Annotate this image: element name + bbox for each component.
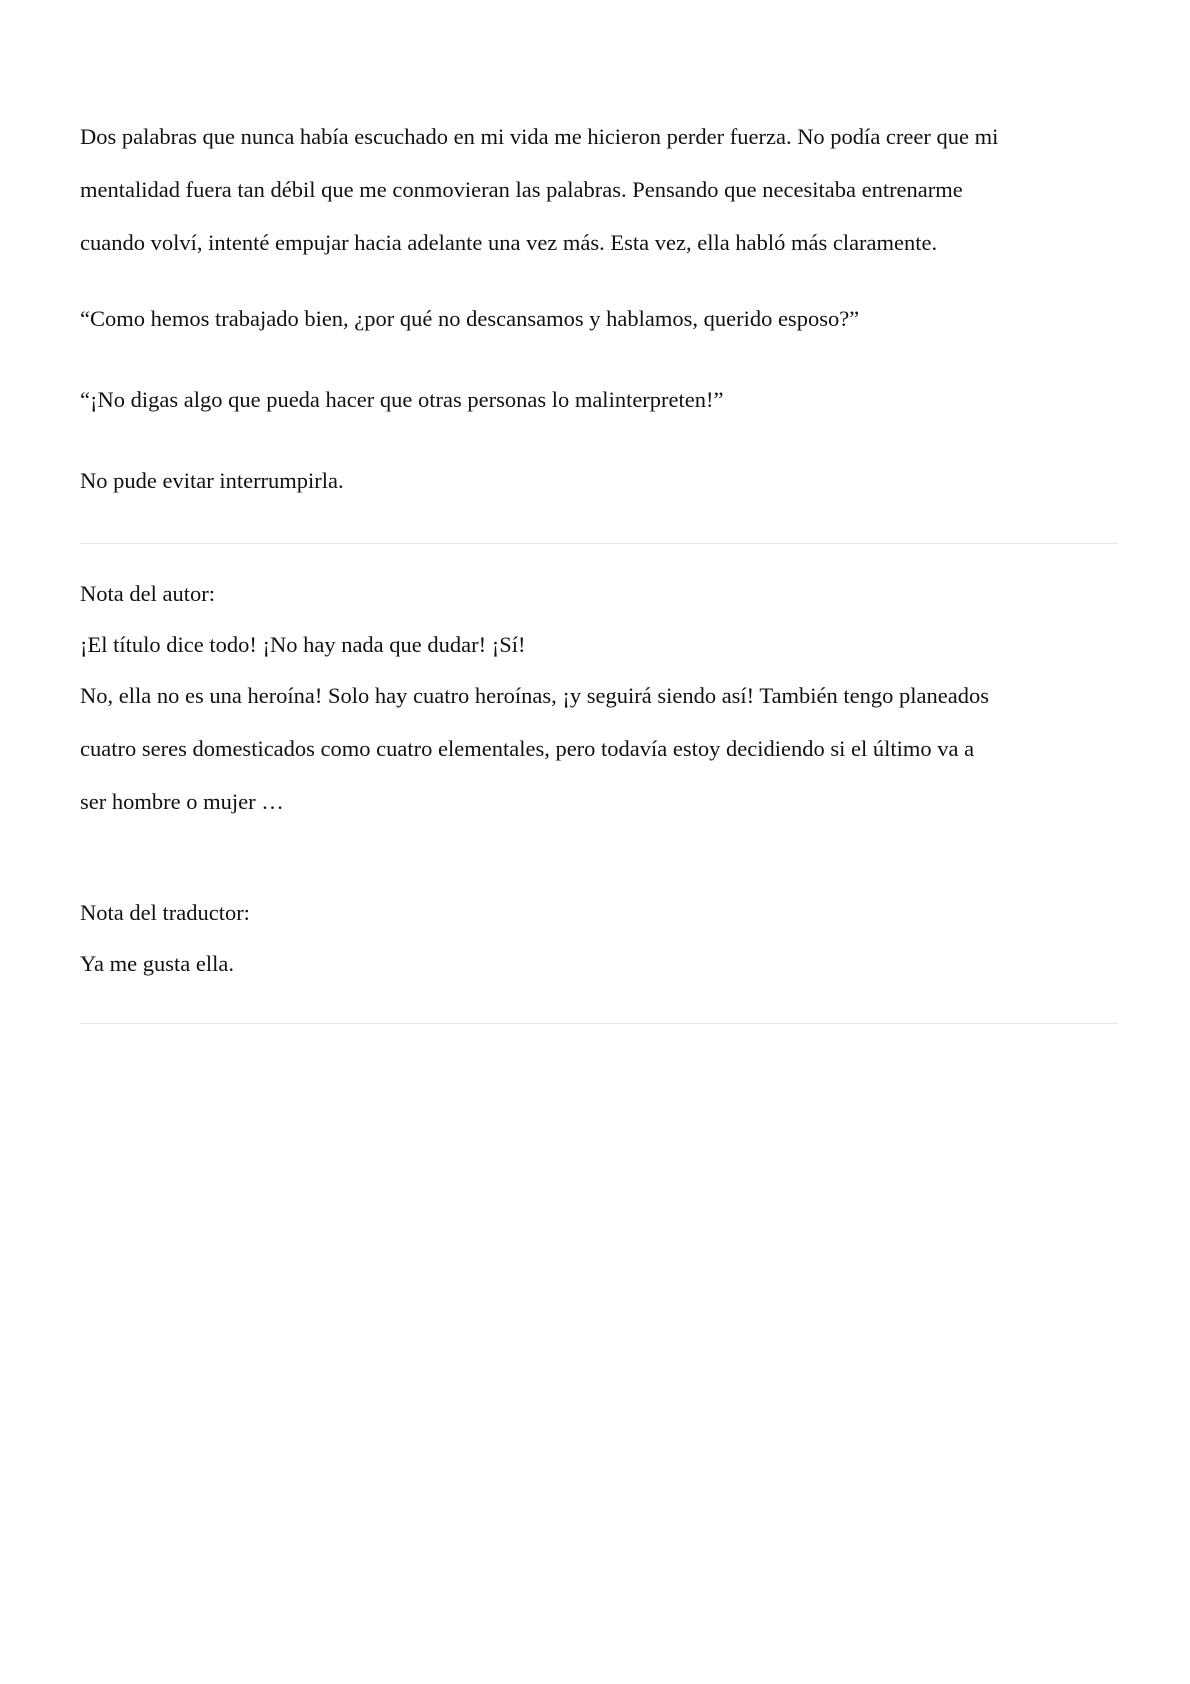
translator-note-text: Ya me gusta ella. [80,951,234,976]
dialogue-line: “Como hemos trabajado bien, ¿por qué no descansamos y hablamos, querido esposo?” [80,306,860,331]
story-paragraph-line: cuando volví, intenté empujar hacia adelante una vez más. Esta vez, ella habló más claramente. [80,230,938,255]
story-paragraph: No pude evitar interrumpirla. [80,468,344,493]
author-note-line: ser hombre o mujer … [80,789,284,814]
story-paragraph-line: mentalidad fuera tan débil que me conmovieran las palabras. Pensando que necesitaba entrenarme [80,177,963,202]
dialogue-line: “¡No digas algo que pueda hacer que otras personas lo malinterpreten!” [80,387,724,412]
story-paragraph-line: Dos palabras que nunca había escuchado en mi vida me hicieron perder fuerza. No podía creer que mi [80,124,999,149]
author-note-line: ¡El título dice todo! ¡No hay nada que dudar! ¡Sí! [80,632,526,657]
translator-note-heading: Nota del traductor: [80,900,250,925]
author-note-line: cuatro seres domesticados como cuatro elementales, pero todavía estoy decidiendo si el último va a [80,736,975,761]
section-divider [80,543,1118,544]
section-divider [80,1023,1118,1024]
author-note-line: No, ella no es una heroína! Solo hay cuatro heroínas, ¡y seguirá siendo así! También tengo planeados [80,683,989,708]
author-note-heading: Nota del autor: [80,581,215,606]
